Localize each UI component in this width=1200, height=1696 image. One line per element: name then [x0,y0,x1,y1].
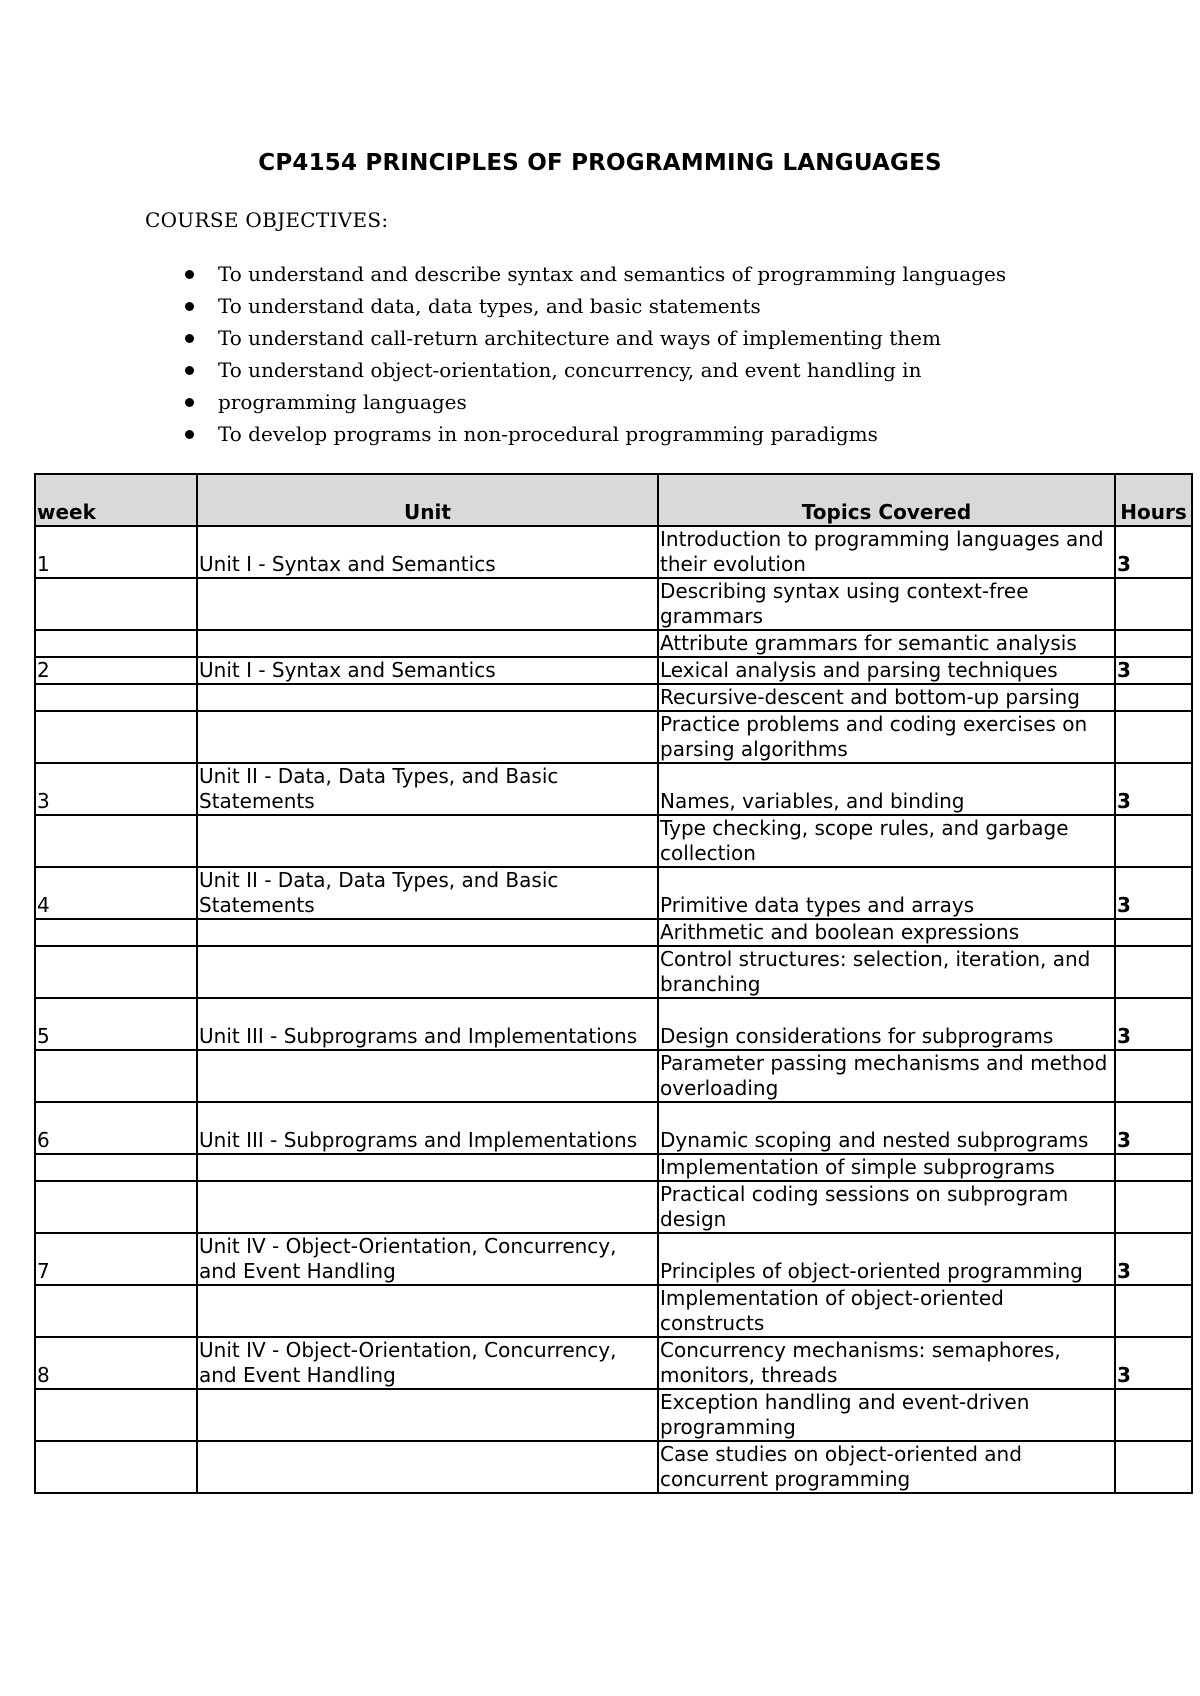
cell-week [35,946,197,998]
table-row [35,1389,1192,1441]
cell-topic: Primitive data types and arrays [658,867,1115,919]
objectives-list [218,258,1006,450]
cell-topic: Lexical analysis and parsing techniques [658,657,1115,684]
header-week: week [35,474,197,526]
cell-unit [197,1441,658,1493]
cell-unit [197,1389,658,1441]
cell-hours [1115,1050,1192,1102]
objective-item: To understand object-orientation, concurrency, and event handling in [218,354,1006,386]
cell-unit [197,711,658,763]
cell-topic: Dynamic scoping and nested subprograms [658,1102,1115,1154]
bullet-icon [185,366,194,375]
cell-hours: 3 [1115,1233,1192,1285]
cell-week [35,1181,197,1233]
cell-week [35,919,197,946]
cell-topic: Concurrency mechanisms: semaphores, monitors, threads [658,1337,1115,1389]
cell-hours [1115,1389,1192,1441]
cell-topic: Practice problems and coding exercises on parsing algorithms [658,711,1115,763]
cell-unit [197,946,658,998]
cell-unit [197,1154,658,1181]
cell-week: 5 [35,998,197,1050]
table-row [35,763,1192,815]
cell-hours: 3 [1115,1337,1192,1389]
cell-unit: Unit IV - Object-Orientation, Concurrency, and Event Handling [197,1233,658,1285]
cell-hours [1115,1285,1192,1337]
cell-hours: 3 [1115,526,1192,578]
cell-unit [197,1050,658,1102]
cell-hours [1115,946,1192,998]
cell-unit: Unit III - Subprograms and Implementations [197,1102,658,1154]
bullet-icon [185,334,194,343]
cell-topic: Exception handling and event-driven programming [658,1389,1115,1441]
objective-item: To understand and describe syntax and semantics of programming languages [218,258,1006,290]
cell-topic: Arithmetic and boolean expressions [658,919,1115,946]
table-row [35,1337,1192,1389]
cell-unit [197,919,658,946]
cell-topic: Implementation of object-oriented constructs [658,1285,1115,1337]
table-row [35,526,1192,578]
cell-unit: Unit I - Syntax and Semantics [197,526,658,578]
objective-item: programming languages [218,386,1006,418]
table-row [35,1233,1192,1285]
table-row [35,1181,1192,1233]
table-row [35,657,1192,684]
cell-hours [1115,1441,1192,1493]
cell-hours: 3 [1115,657,1192,684]
objectives-heading: COURSE OBJECTIVES: [145,208,389,232]
table-row [35,919,1192,946]
cell-week: 7 [35,1233,197,1285]
table-row [35,1441,1192,1493]
cell-week [35,684,197,711]
cell-hours [1115,578,1192,630]
cell-hours [1115,919,1192,946]
cell-topic: Practical coding sessions on subprogram design [658,1181,1115,1233]
cell-week: 4 [35,867,197,919]
header-hours: Hours [1115,474,1192,526]
cell-week [35,815,197,867]
cell-hours [1115,630,1192,657]
bullet-icon [185,302,194,311]
cell-hours [1115,684,1192,711]
cell-topic: Parameter passing mechanisms and method overloading [658,1050,1115,1102]
cell-unit [197,630,658,657]
cell-hours: 3 [1115,763,1192,815]
cell-topic: Describing syntax using context-free grammars [658,578,1115,630]
cell-topic: Implementation of simple subprograms [658,1154,1115,1181]
cell-hours [1115,1154,1192,1181]
cell-hours [1115,711,1192,763]
table-row [35,1102,1192,1154]
table-row [35,1154,1192,1181]
cell-topic: Design considerations for subprograms [658,998,1115,1050]
bullet-icon [185,430,194,439]
cell-week [35,578,197,630]
cell-week [35,711,197,763]
cell-unit: Unit III - Subprograms and Implementations [197,998,658,1050]
cell-week [35,1285,197,1337]
cell-unit [197,815,658,867]
table-row [35,998,1192,1050]
cell-topic: Recursive-descent and bottom-up parsing [658,684,1115,711]
cell-topic: Attribute grammars for semantic analysis [658,630,1115,657]
schedule-table [34,473,1193,1494]
objective-item: To understand call-return architecture and ways of implementing them [218,322,1006,354]
cell-topic: Principles of object-oriented programming [658,1233,1115,1285]
cell-unit [197,1181,658,1233]
cell-topic: Case studies on object-oriented and concurrent programming [658,1441,1115,1493]
cell-week [35,1389,197,1441]
objective-item: To understand data, data types, and basic statements [218,290,1006,322]
cell-topic: Introduction to programming languages and their evolution [658,526,1115,578]
header-topics: Topics Covered [658,474,1115,526]
cell-hours: 3 [1115,998,1192,1050]
cell-hours: 3 [1115,1102,1192,1154]
cell-week: 2 [35,657,197,684]
table-row [35,867,1192,919]
cell-week: 3 [35,763,197,815]
document-title: CP4154 PRINCIPLES OF PROGRAMMING LANGUAGES [258,150,942,176]
cell-unit [197,578,658,630]
table-row [35,946,1192,998]
cell-unit [197,684,658,711]
cell-unit: Unit II - Data, Data Types, and Basic Statements [197,763,658,815]
bullet-icon [185,398,194,407]
table-row [35,711,1192,763]
cell-week: 1 [35,526,197,578]
cell-unit: Unit I - Syntax and Semantics [197,657,658,684]
header-unit: Unit [197,474,658,526]
cell-unit [197,1285,658,1337]
cell-hours [1115,815,1192,867]
bullet-icon [185,270,194,279]
schedule-body [35,526,1192,1493]
cell-week [35,630,197,657]
cell-unit: Unit IV - Object-Orientation, Concurrency, and Event Handling [197,1337,658,1389]
table-row [35,684,1192,711]
cell-week [35,1154,197,1181]
cell-topic: Control structures: selection, iteration, and branching [658,946,1115,998]
table-row [35,1285,1192,1337]
cell-hours [1115,1181,1192,1233]
cell-week: 8 [35,1337,197,1389]
cell-topic: Names, variables, and binding [658,763,1115,815]
table-row [35,578,1192,630]
objective-item: To develop programs in non-procedural programming paradigms [218,418,1006,450]
table-row [35,630,1192,657]
cell-week: 6 [35,1102,197,1154]
cell-topic: Type checking, scope rules, and garbage collection [658,815,1115,867]
cell-hours: 3 [1115,867,1192,919]
cell-week [35,1441,197,1493]
cell-unit: Unit II - Data, Data Types, and Basic Statements [197,867,658,919]
cell-week [35,1050,197,1102]
table-row [35,815,1192,867]
table-row [35,1050,1192,1102]
